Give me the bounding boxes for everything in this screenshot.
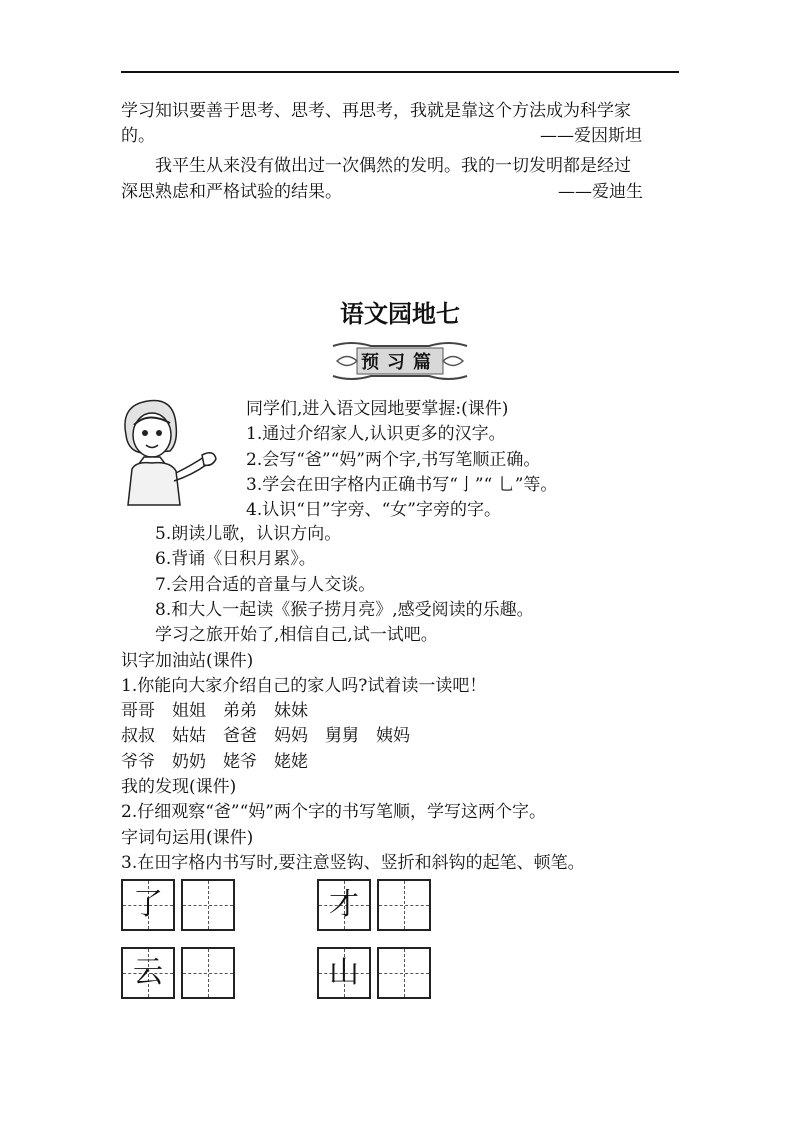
quote-1-line-1: 学习知识要善于思考、思考、再思考，我就是靠这个方法成为科学家 [121,101,631,121]
intro-item: 1.通过介绍家人,认识更多的汉字。 [246,424,506,444]
girl-illustration [112,395,218,507]
intro-lead: 同学们,进入语文园地要掌握:(课件) [246,399,509,419]
tianzige-cell-example [317,879,371,931]
family-words-row: 叔叔 姑姑 爸爸 妈妈 舅舅 姨妈 [121,726,410,746]
tianzige-cell-blank[interactable] [377,947,431,999]
tianzige-cell-example [121,879,175,931]
tianzige-cell-blank[interactable] [377,879,431,931]
grid-character: 才 [329,887,359,922]
intro-closing: 学习之旅开始了,相信自己,试一试吧。 [155,625,438,645]
grid-character: 了 [133,887,163,922]
intro-item: 3.学会在田字格内正确书写“亅”“ 乚”等。 [246,475,558,495]
tianzige-cell-example [121,947,175,999]
intro-item: 5.朗读儿歌，认识方向。 [155,524,342,544]
grid-character: 山 [329,955,359,990]
page-title: 语文园地七 [340,300,460,328]
grid-character: 云 [133,955,163,990]
quote-1-author: ——爱因斯坦 [540,126,642,146]
top-rule [121,71,679,73]
section-2-question: 2.仔细观察“爸”“妈”两个字的书写笔顺，学写这两个字。 [121,802,546,822]
quote-2-line-2: 深思熟虑和严格试验的结果。 [121,182,342,202]
intro-item: 4.认识“日”字旁、“女”字旁的字。 [246,500,501,520]
quote-2-line-1: 我平生从来没有做出过一次偶然的发明。我的一切发明都是经过 [155,156,631,176]
family-words-row: 爷爷 奶奶 姥爷 姥姥 [121,752,308,772]
section-1-heading: 识字加油站(课件) [121,651,254,671]
intro-item: 6.背诵《日积月累》。 [155,549,316,569]
intro-item: 2.会写“爸”“妈”两个字,书写笔顺正确。 [246,450,541,470]
quote-1-line-2: 的。 [121,126,155,146]
tianzige-cell-example [317,947,371,999]
intro-item: 8.和大人一起读《猴子捞月亮》,感受阅读的乐趣。 [155,600,534,620]
banner-label: 预习篇 [361,352,439,373]
section-3-heading: 字词句运用(课件) [121,828,254,848]
tianzige-cell-blank[interactable] [181,947,235,999]
intro-item: 7.会用合适的音量与人交谈。 [155,575,376,595]
tianzige-cell-blank[interactable] [181,879,235,931]
section-1-question: 1.你能向大家介绍自己的家人吗?试着读一读吧！ [121,676,487,696]
family-words-row: 哥哥 姐姐 弟弟 妹妹 [121,701,308,721]
section-3-question: 3.在田字格内书写时,要注意竖钩、竖折和斜钩的起笔、顿笔。 [121,853,585,873]
section-2-heading: 我的发现(课件) [121,777,237,797]
quote-2-author: ——爱迪生 [558,182,643,202]
